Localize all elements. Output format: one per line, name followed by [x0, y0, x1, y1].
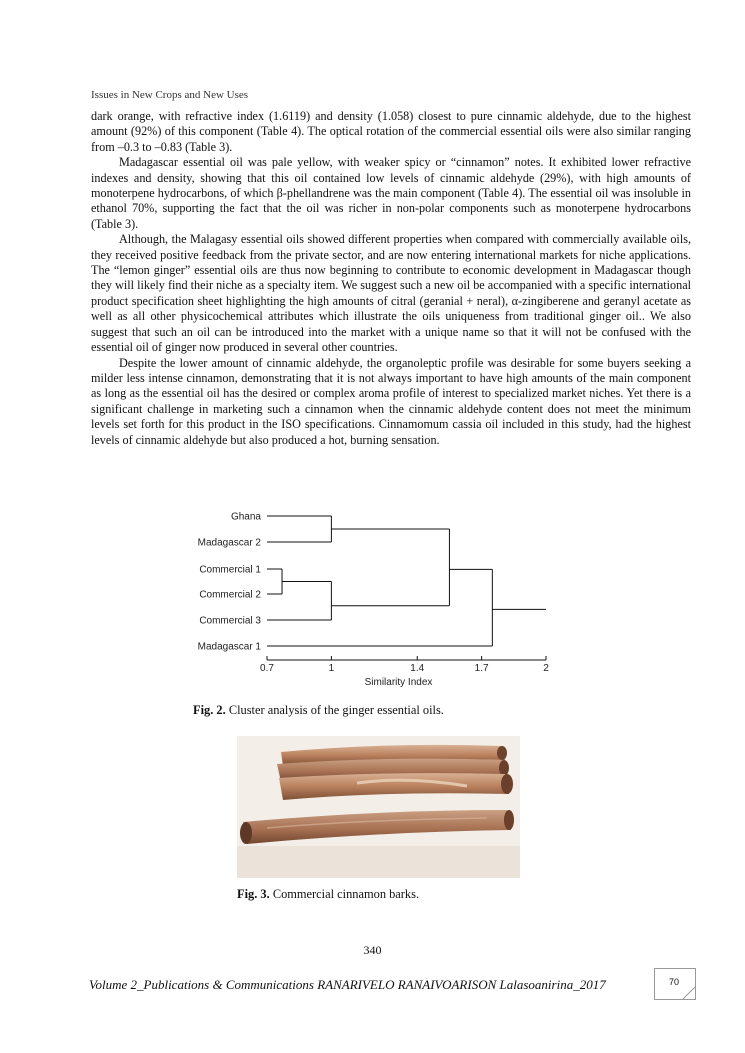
- footer-text: Volume 2_Publications & Communications RANARIVELO RANAIVOARISON Lalasoanirina_2017: [89, 977, 606, 992]
- corner-page-box: [654, 968, 696, 1000]
- page-number: 340: [363, 943, 382, 957]
- leaf-label: Commercial 2: [199, 589, 261, 601]
- figure-3-caption: [237, 887, 419, 902]
- x-axis-tick-label: 1.4: [410, 663, 425, 674]
- figure-3-text: Commercial cinnamon barks.: [272, 887, 420, 901]
- page-curl-icon: [655, 969, 695, 999]
- x-axis-tick-label: 2: [543, 663, 549, 674]
- leaf-label: Ghana: [230, 511, 261, 523]
- figure-2-caption: [193, 703, 444, 718]
- body-text: [91, 109, 691, 448]
- cinnamon-bark-image: [237, 736, 520, 878]
- dendrogram-chart: [190, 505, 570, 705]
- figure-3-label: Fig. 3.: [237, 887, 270, 901]
- leaf-label: Madagascar 1: [197, 641, 261, 653]
- leaf-label: Commercial 1: [199, 564, 261, 576]
- figure-2-text: Cluster analysis of the ginger essential oils.: [228, 703, 444, 717]
- x-axis-tick-label: 0.7: [260, 663, 274, 674]
- paragraph: Madagascar essential oil was pale yellow, with weaker spicy or “cinnamon” notes. It exhibited lower refractive indexes and density, showing that this oil contained low levels of cinnamic aldehyde (29%), with high amounts of monoterpene hydrocarbons, of which β-phellandrene was the main component (Table 4). The essential oil was insoluble in ethanol 70%, supporting the fact that the oil was richer in non-polar components such as monoterpene hydrocarbons (Table 3).: [91, 155, 691, 231]
- figure-2-label: Fig. 2.: [193, 703, 226, 717]
- paragraph: dark orange, with refractive index (1.6119) and density (1.058) closest to pure cinnamic aldehyde, due to the highest amount (92%) of this component (Table 4). The optical rotation of the commercial essential oils were also similar ranging from –0.3 to –0.83 (Table 3).: [91, 109, 691, 154]
- cinnamon-bark-photo: [237, 736, 520, 878]
- x-axis-tick-label: 1: [328, 663, 335, 674]
- corner-page-number: 70: [669, 977, 680, 987]
- running-head: Issues in New Crops and New Uses: [91, 89, 249, 101]
- leaf-label: Madagascar 2: [197, 537, 261, 549]
- paragraph: Despite the lower amount of cinnamic aldehyde, the organoleptic profile was desirable for some buyers seeking a milder less intense cinnamon, demonstrating that it is not always important to have high amounts of the main component as long as the essential oil has the desired or complex aroma profile of interest to specialized market niches. Yet there is a significant challenge in marketing such a cinnamon when the cinnamic aldehyde content does not meet the minimum levels set forth for this product in the ISO specifications. Cinnamomum cassia oil included in this study, had the highest levels of cinnamic aldehyde but also produced a hot, burning sensation.: [91, 355, 691, 447]
- leaf-label: Commercial 3: [199, 615, 261, 627]
- paragraph: Although, the Malagasy essential oils showed different properties when compared with commercially available oils, they received positive feedback from the private sector, and are now entering international markets for niche applications. The “lemon ginger” essential oils are thus now beginning to contribute to economic development in Madagascar though they will likely find their niche as a specialty item. We suggest such a new oil be accompanied with a specific international product specification sheet highlighting the high amounts of citral (geranial + neral), α-zingiberene and geranyl acetate as well as all other physicochemical attributes which illustrate the oils uniqueness from traditional ginger oil.. We also suggest that such an oil can be introduced into the market with a unique name so that it will not be confused with the essential oil of ginger now produced in several other countries.: [91, 232, 691, 355]
- x-axis-title: Similarity Index: [364, 677, 433, 688]
- dendrogram-figure: [190, 505, 570, 705]
- x-axis-tick-label: 1.7: [474, 663, 489, 674]
